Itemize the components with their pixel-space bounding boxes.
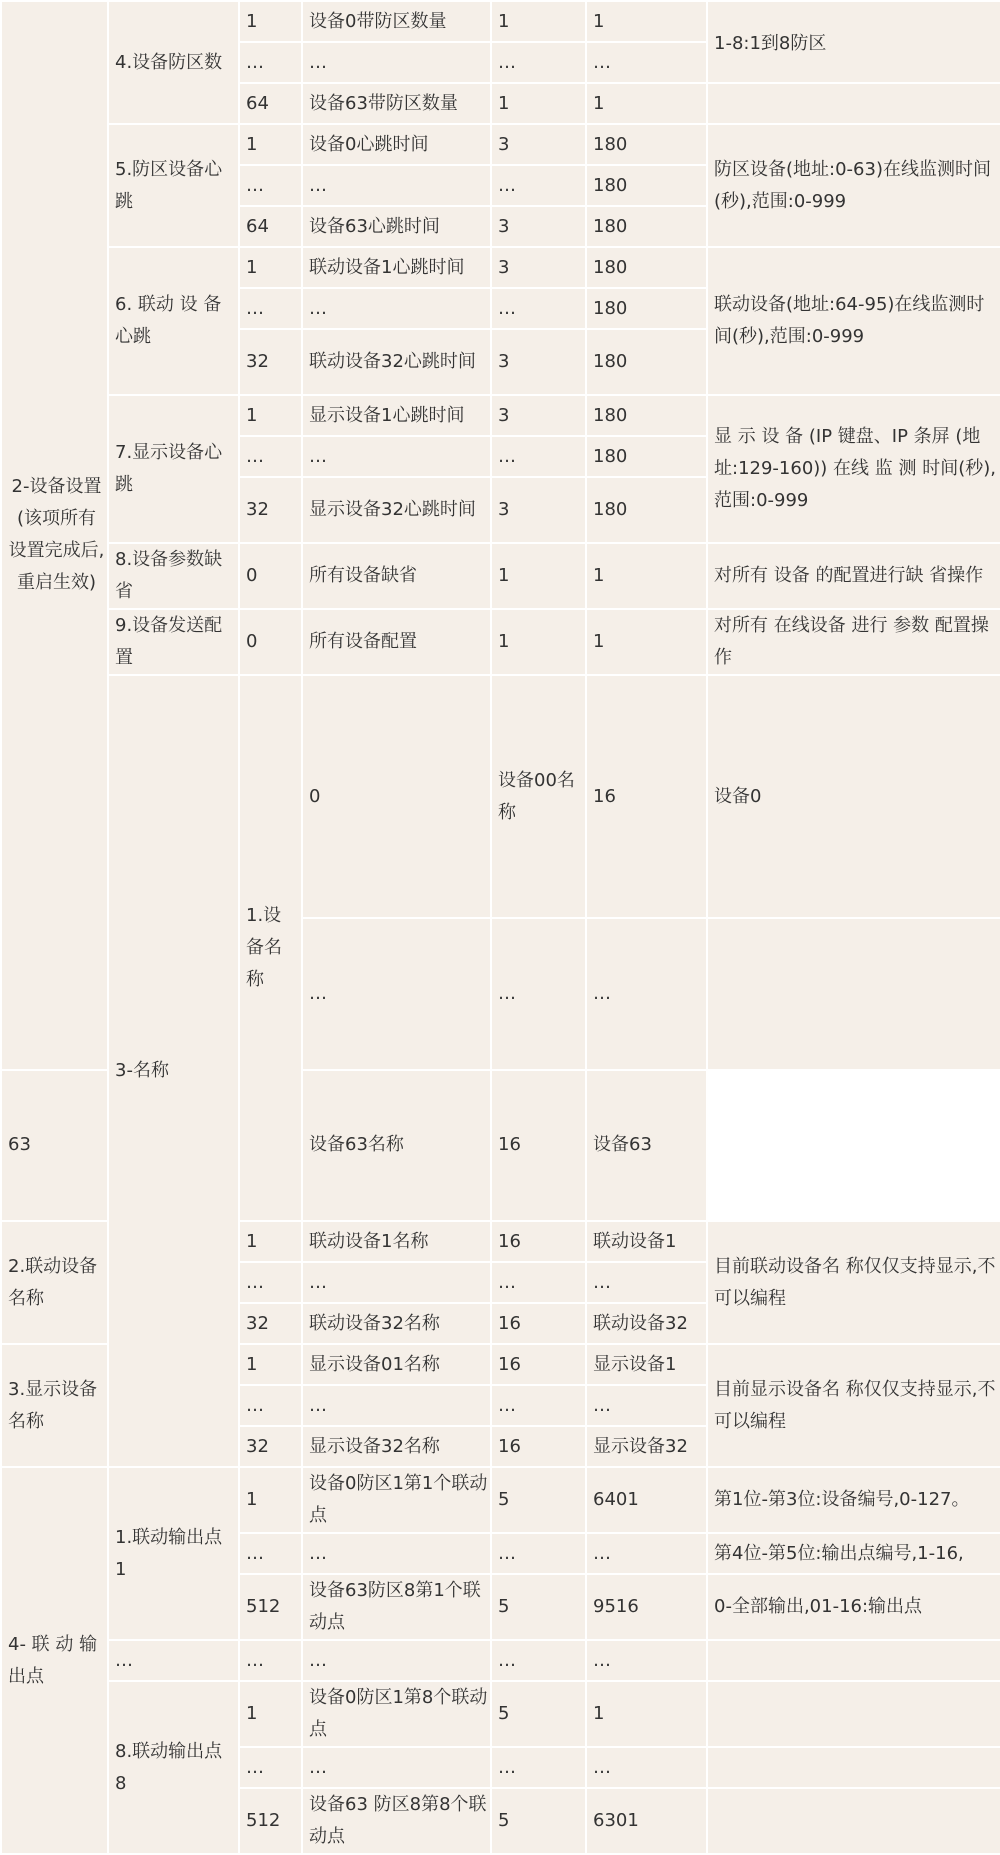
- length-cell: 5: [491, 1681, 586, 1747]
- subgroup-label: 4.设备防区数: [108, 1, 239, 124]
- value-cell: 180: [586, 395, 707, 436]
- description-cell: 目前联动设备名 称仅仅支持显示,不可以编程: [707, 1221, 1000, 1344]
- value-cell: 180: [586, 206, 707, 247]
- param-name-cell: 设备00名称: [491, 675, 586, 918]
- subgroup-label: 9.设备发送配置: [108, 609, 239, 675]
- table-row: [1, 1467, 1000, 1533]
- value-cell: 180: [586, 436, 707, 477]
- index-cell: 512: [239, 1788, 302, 1854]
- length-cell: 1: [491, 543, 586, 609]
- description-cell: 防区设备(地址:0-63)在线监测时间(秒),范围:0-999: [707, 124, 1000, 247]
- group-label: 3-名称: [108, 675, 239, 1467]
- param-name-cell: 显示设备32心跳时间: [302, 477, 491, 543]
- description-cell: 对所有 设备 的配置进行缺 省操作: [707, 543, 1000, 609]
- table-row: [1, 609, 1000, 675]
- length-cell: …: [491, 288, 586, 329]
- group-label: 4- 联 动 输 出点: [1, 1467, 108, 1854]
- subgroup-label: 1.设备名称: [239, 675, 302, 1221]
- table-row: [1, 1, 1000, 42]
- value-cell: 联动设备1: [586, 1221, 707, 1262]
- table-row: [1, 1681, 1000, 1747]
- length-cell: …: [491, 165, 586, 206]
- value-cell: …: [586, 1262, 707, 1303]
- index-cell: 63: [1, 1070, 108, 1221]
- table-row: [1, 675, 1000, 918]
- table-row: [1, 247, 1000, 288]
- value-cell: 1: [586, 83, 707, 124]
- value-cell: 6401: [586, 1467, 707, 1533]
- index-cell: …: [239, 1747, 302, 1788]
- param-name-cell: 设备0防区1第1个联动点: [302, 1467, 491, 1533]
- table-row: [1, 1640, 1000, 1681]
- length-cell: …: [491, 436, 586, 477]
- table-row: [1, 395, 1000, 436]
- param-name-cell: 设备63 防区8第8个联动点: [302, 1788, 491, 1854]
- length-cell: …: [491, 1262, 586, 1303]
- value-cell: [707, 918, 1000, 1069]
- value-cell: 9516: [586, 1574, 707, 1640]
- table-row: [1, 543, 1000, 609]
- length-cell: 16: [491, 1070, 586, 1221]
- length-cell: 5: [491, 1574, 586, 1640]
- param-name-cell: …: [302, 1385, 491, 1426]
- index-cell: 1: [239, 124, 302, 165]
- index-cell: 1: [239, 1681, 302, 1747]
- description-cell: [707, 1747, 1000, 1788]
- index-cell: 32: [239, 1426, 302, 1467]
- index-cell: …: [239, 42, 302, 83]
- value-cell: 设备63: [586, 1070, 707, 1221]
- value-cell: 1: [586, 1, 707, 42]
- index-cell: 0: [302, 675, 491, 918]
- description-cell: [707, 83, 1000, 124]
- value-cell: 显示设备32: [586, 1426, 707, 1467]
- index-cell: 64: [239, 206, 302, 247]
- length-cell: 3: [491, 247, 586, 288]
- description-cell: [707, 1681, 1000, 1747]
- value-cell: …: [586, 1533, 707, 1574]
- length-cell: 1: [491, 609, 586, 675]
- subgroup-label: …: [108, 1640, 239, 1681]
- param-name-cell: 联动设备32心跳时间: [302, 329, 491, 395]
- length-cell: 16: [586, 675, 707, 918]
- length-cell: 5: [491, 1467, 586, 1533]
- value-cell: 设备0: [707, 675, 1000, 918]
- param-name-cell: 设备63防区8第1个联动点: [302, 1574, 491, 1640]
- param-name-cell: 显示设备01名称: [302, 1344, 491, 1385]
- value-cell: 180: [586, 165, 707, 206]
- index-cell: 32: [239, 329, 302, 395]
- value-cell: 联动设备32: [586, 1303, 707, 1344]
- description-cell: 目前显示设备名 称仅仅支持显示,不可以编程: [707, 1344, 1000, 1467]
- value-cell: …: [586, 1385, 707, 1426]
- value-cell: 显示设备1: [586, 1344, 707, 1385]
- subgroup-label: 2.联动设备名称: [1, 1221, 108, 1344]
- description-cell: [707, 1640, 1000, 1681]
- param-name-cell: 设备0心跳时间: [302, 124, 491, 165]
- param-name-cell: 显示设备32名称: [302, 1426, 491, 1467]
- param-name-cell: 设备63名称: [302, 1070, 491, 1221]
- index-cell: 0: [239, 609, 302, 675]
- length-cell: …: [491, 1385, 586, 1426]
- subgroup-label: 1.联动输出点 1: [108, 1467, 239, 1640]
- index-cell: 1: [239, 1467, 302, 1533]
- subgroup-label: 8.设备参数缺省: [108, 543, 239, 609]
- param-name-cell: 设备63带防区数量: [302, 83, 491, 124]
- value-cell: …: [586, 1747, 707, 1788]
- length-cell: 1: [491, 83, 586, 124]
- index-cell: …: [239, 288, 302, 329]
- description-cell: 显 示 设 备 (IP 键盘、IP 条屏 (地址:129-160)) 在线 监 测 时间(秒),范围:0-999: [707, 395, 1000, 543]
- index-cell: 1: [239, 1221, 302, 1262]
- param-name-cell: 所有设备缺省: [302, 543, 491, 609]
- value-cell: 180: [586, 247, 707, 288]
- subgroup-label: 3.显示设备名称: [1, 1344, 108, 1467]
- description-cell: [707, 1788, 1000, 1854]
- length-cell: 16: [491, 1344, 586, 1385]
- index-cell: …: [239, 1640, 302, 1681]
- length-cell: …: [491, 42, 586, 83]
- param-name-cell: …: [302, 42, 491, 83]
- value-cell: 180: [586, 124, 707, 165]
- param-name-cell: …: [302, 436, 491, 477]
- param-name-cell: 所有设备配置: [302, 609, 491, 675]
- description-cell: 1-8:1到8防区: [707, 1, 1000, 83]
- value-cell: 6301: [586, 1788, 707, 1854]
- param-name-cell: 显示设备1心跳时间: [302, 395, 491, 436]
- value-cell: 1: [586, 543, 707, 609]
- length-cell: …: [491, 1640, 586, 1681]
- value-cell: 180: [586, 288, 707, 329]
- subgroup-label: 8.联动输出点 8: [108, 1681, 239, 1854]
- index-cell: …: [302, 918, 491, 1069]
- index-cell: 1: [239, 1344, 302, 1385]
- length-cell: 16: [491, 1426, 586, 1467]
- length-cell: 16: [491, 1303, 586, 1344]
- length-cell: 3: [491, 477, 586, 543]
- index-cell: 512: [239, 1574, 302, 1640]
- length-cell: 3: [491, 329, 586, 395]
- param-name-cell: …: [302, 1747, 491, 1788]
- param-name-cell: …: [302, 165, 491, 206]
- index-cell: 0: [239, 543, 302, 609]
- length-cell: 3: [491, 206, 586, 247]
- param-name-cell: 联动设备32名称: [302, 1303, 491, 1344]
- param-name-cell: …: [302, 1533, 491, 1574]
- description-cell: 0-全部输出,01-16:输出点: [707, 1574, 1000, 1640]
- group-label: 2-设备设置(该项所有设置完成后,重启生效): [1, 1, 108, 1070]
- param-name-cell: 设备63心跳时间: [302, 206, 491, 247]
- length-cell: 1: [491, 1, 586, 42]
- table-row: [1, 124, 1000, 165]
- value-cell: 180: [586, 329, 707, 395]
- length-cell: …: [491, 1533, 586, 1574]
- param-name-cell: 联动设备1心跳时间: [302, 247, 491, 288]
- index-cell: 1: [239, 395, 302, 436]
- subgroup-label: 7.显示设备心跳: [108, 395, 239, 543]
- description-cell: 联动设备(地址:64-95)在线监测时间(秒),范围:0-999: [707, 247, 1000, 395]
- subgroup-label: 5.防区设备心跳: [108, 124, 239, 247]
- param-name-cell: …: [302, 1640, 491, 1681]
- index-cell: …: [239, 1533, 302, 1574]
- index-cell: 64: [239, 83, 302, 124]
- index-cell: 32: [239, 477, 302, 543]
- value-cell: 1: [586, 609, 707, 675]
- index-cell: 1: [239, 247, 302, 288]
- value-cell: …: [586, 42, 707, 83]
- length-cell: 16: [491, 1221, 586, 1262]
- description-cell: 第1位-第3位:设备编号,0-127。: [707, 1467, 1000, 1533]
- param-name-cell: 设备0带防区数量: [302, 1, 491, 42]
- subgroup-label: 6. 联动 设 备 心跳: [108, 247, 239, 395]
- length-cell: 5: [491, 1788, 586, 1854]
- length-cell: …: [491, 1747, 586, 1788]
- index-cell: …: [239, 165, 302, 206]
- param-name-cell: 联动设备1名称: [302, 1221, 491, 1262]
- index-cell: …: [239, 436, 302, 477]
- index-cell: …: [239, 1385, 302, 1426]
- length-cell: 3: [491, 124, 586, 165]
- param-name-cell: …: [302, 1262, 491, 1303]
- length-cell: …: [586, 918, 707, 1069]
- description-cell: 第4位-第5位:输出点编号,1-16,: [707, 1533, 1000, 1574]
- description-cell: 对所有 在线设备 进行 参数 配置操作: [707, 609, 1000, 675]
- index-cell: …: [239, 1262, 302, 1303]
- value-cell: 180: [586, 477, 707, 543]
- value-cell: …: [586, 1640, 707, 1681]
- length-cell: 3: [491, 395, 586, 436]
- index-cell: 32: [239, 1303, 302, 1344]
- index-cell: 1: [239, 1, 302, 42]
- param-name-cell: …: [491, 918, 586, 1069]
- value-cell: 1: [586, 1681, 707, 1747]
- param-name-cell: 设备0防区1第8个联动点: [302, 1681, 491, 1747]
- param-name-cell: …: [302, 288, 491, 329]
